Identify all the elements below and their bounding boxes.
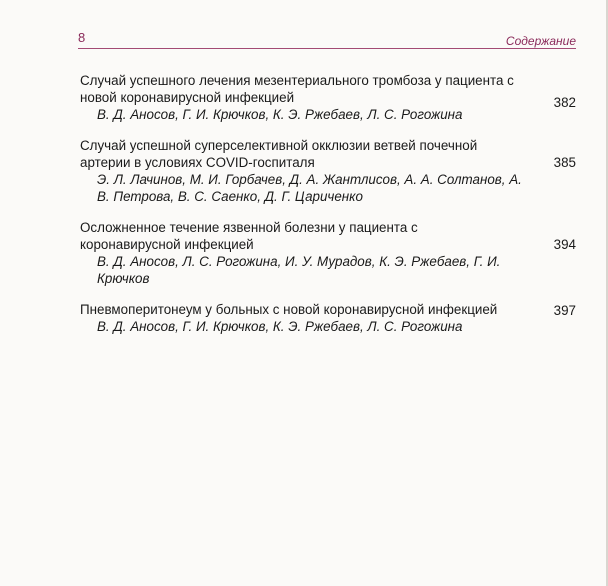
- entry-title: Случай успешной суперселективной окклюзии ветвей почечной артерии в условиях COVID-госпиталя: [80, 138, 478, 170]
- page-number: 8: [78, 30, 86, 45]
- entry-authors: В. Д. Аносов, Л. С. Рогожина, И. У. Мурадов, К. Э. Ржебаев, Г. И. Крючков: [97, 254, 501, 286]
- entry-authors: В. Д. Аносов, Г. И. Крючков, К. Э. Ржебаев, Л. С. Рогожина: [97, 319, 463, 334]
- toc-entry: [80, 219, 580, 287]
- toc-entry: [80, 137, 580, 205]
- entry-authors: Э. Л. Лачинов, М. И. Горбачев, Д. А. Жантлисов, А. А. Солтанов, А. В. Петрова, В. С. Саенко, Д. Г. Цариченко: [97, 172, 522, 204]
- entry-page-number: 382: [553, 95, 576, 110]
- entry-authors: В. Д. Аносов, Г. И. Крючков, К. Э. Ржебаев, Л. С. Рогожина: [97, 107, 463, 122]
- entry-title: Случай успешного лечения мезентериального тромбоза у пациента с новой коронавирусной инфекцией: [80, 73, 514, 105]
- toc-entry: [80, 72, 580, 123]
- entry-page-number: 385: [553, 155, 576, 170]
- entry-page-number: 397: [553, 303, 576, 318]
- entry-page-number: 394: [553, 237, 576, 252]
- header-rule: [78, 48, 576, 49]
- table-of-contents: [80, 72, 580, 349]
- toc-entry: [80, 301, 580, 335]
- entry-title: Осложненное течение язвенной болезни у пациента с коронавирусной инфекцией: [80, 220, 418, 252]
- entry-title: Пневмоперитонеум у больных с новой коронавирусной инфекцией: [80, 302, 498, 317]
- section-title: Содержание: [505, 34, 576, 48]
- running-header: [78, 30, 576, 50]
